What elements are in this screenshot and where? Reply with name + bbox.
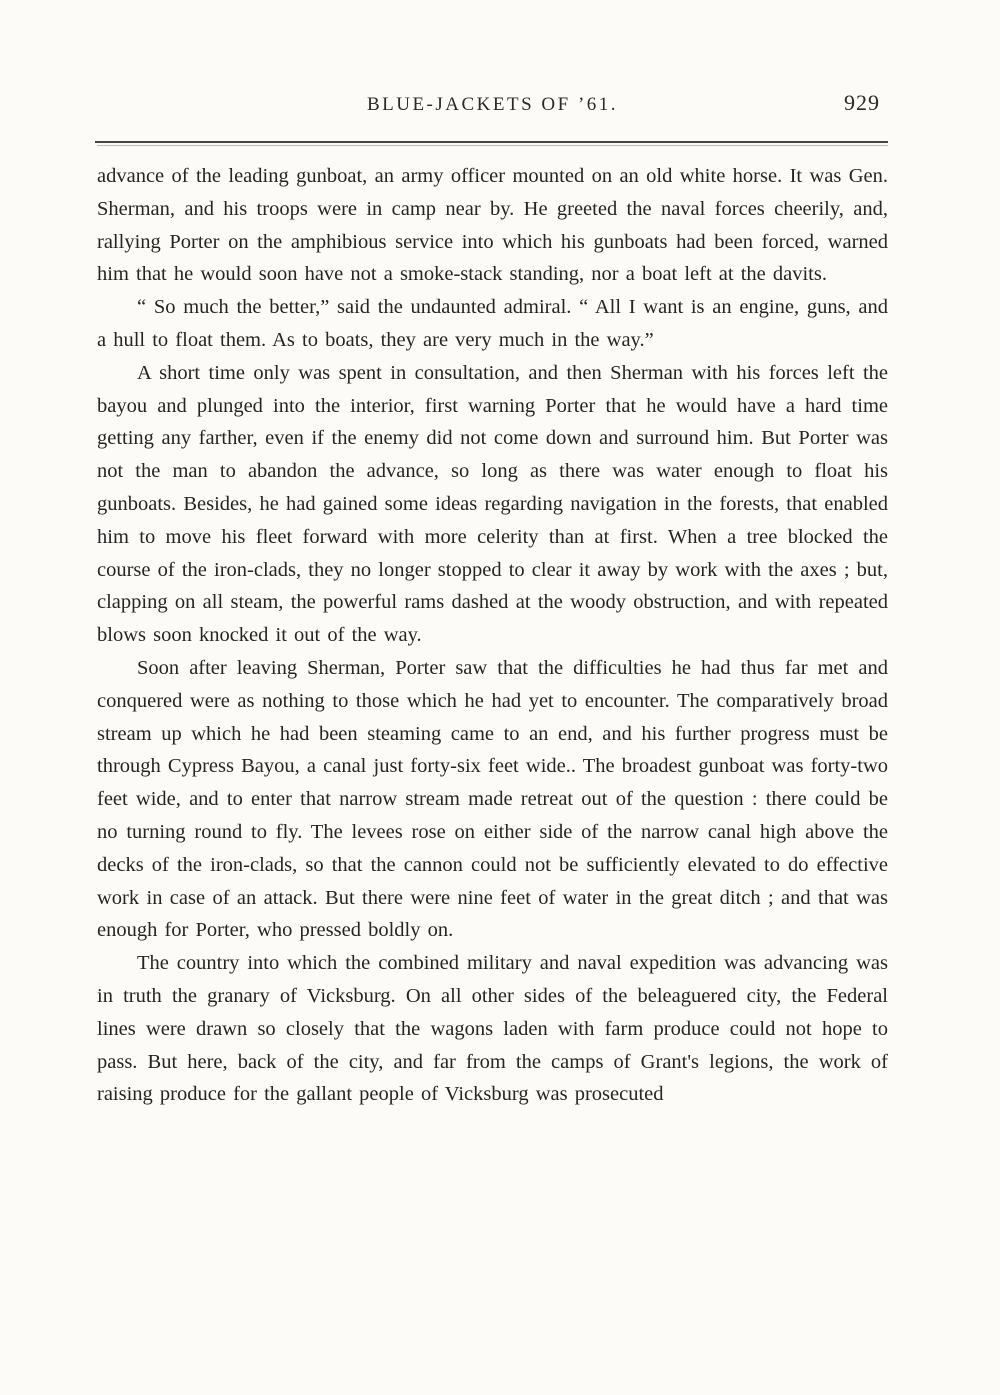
paragraph: Soon after leaving Sherman, Porter saw that the difficulties he had thus far met and conquered were as nothing to those which he had yet to encounter. The comparatively broad stream up which he had been steaming came to an end, and his further progress must be through Cypress Bayou, a canal just forty-six feet wide.. The broadest gunboat was forty-two feet wide, and to enter that narrow stream made retreat out of the question : there could be no turning round to fly. The levees rose on either side of the narrow canal high above the decks of the iron-clads, so that the cannon could not be sufficiently elevated to do effective work in case of an attack. But there were nine feet of water in the great ditch ; and that was enough for Porter, who pressed boldly on. bbox=[97, 656, 888, 942]
header-rule bbox=[95, 141, 888, 143]
paragraph: “ So much the better,” said the undaunted admiral. “ All I want is an engine, guns, and a hull to float them. As to boats, they are very much in the way.” bbox=[97, 296, 888, 351]
paragraph: A short time only was spent in consultation, and then Sherman with his forces left the bayou and plunged into the interior, first warning Porter that he would have a hard time getting any farther, even if the enemy did not come down and surround him. But Porter was not the man to abandon the advance, so long as there was water enough to float his gunboats. Besides, he had gained some ideas regarding navigation in the forests, that enabled him to move his fleet forward with more celerity than at first. When a tree blocked the course of the iron-clads, they no longer stopped to clear it away by work with the axes ; but, clapping on all steam, the powerful rams dashed at the woody obstruction, and with repeated blows soon knocked it out of the way. bbox=[97, 361, 888, 647]
header-rule-shadow bbox=[97, 145, 888, 146]
page-number: 929 bbox=[844, 90, 880, 115]
running-header-title: BLUE-JACKETS OF ’61. bbox=[366, 94, 619, 115]
paragraph: The country into which the combined military and naval expedition was advancing was in truth the granary of Vicksburg. On all other sides of the beleaguered city, the Federal lines were drawn so closely that the wagons laden with farm produce could not hope to pass. But here, back of the city, and far from the camps of Grant's legions, the work of raising produce for the gallant people of Vicksburg was prosecuted bbox=[97, 952, 888, 1106]
page-body-text bbox=[97, 160, 888, 1111]
paragraph: advance of the leading gunboat, an army officer mounted on an old white horse. It was Gen. Sherman, and his troops were in camp near by. He greeted the naval forces cheerily, and, rallying Porter on the amphibious service into which his gunboats had been forced, warned him that he would soon have not a smoke-stack standing, nor a boat left at the davits. bbox=[97, 165, 888, 286]
running-header bbox=[97, 90, 888, 124]
